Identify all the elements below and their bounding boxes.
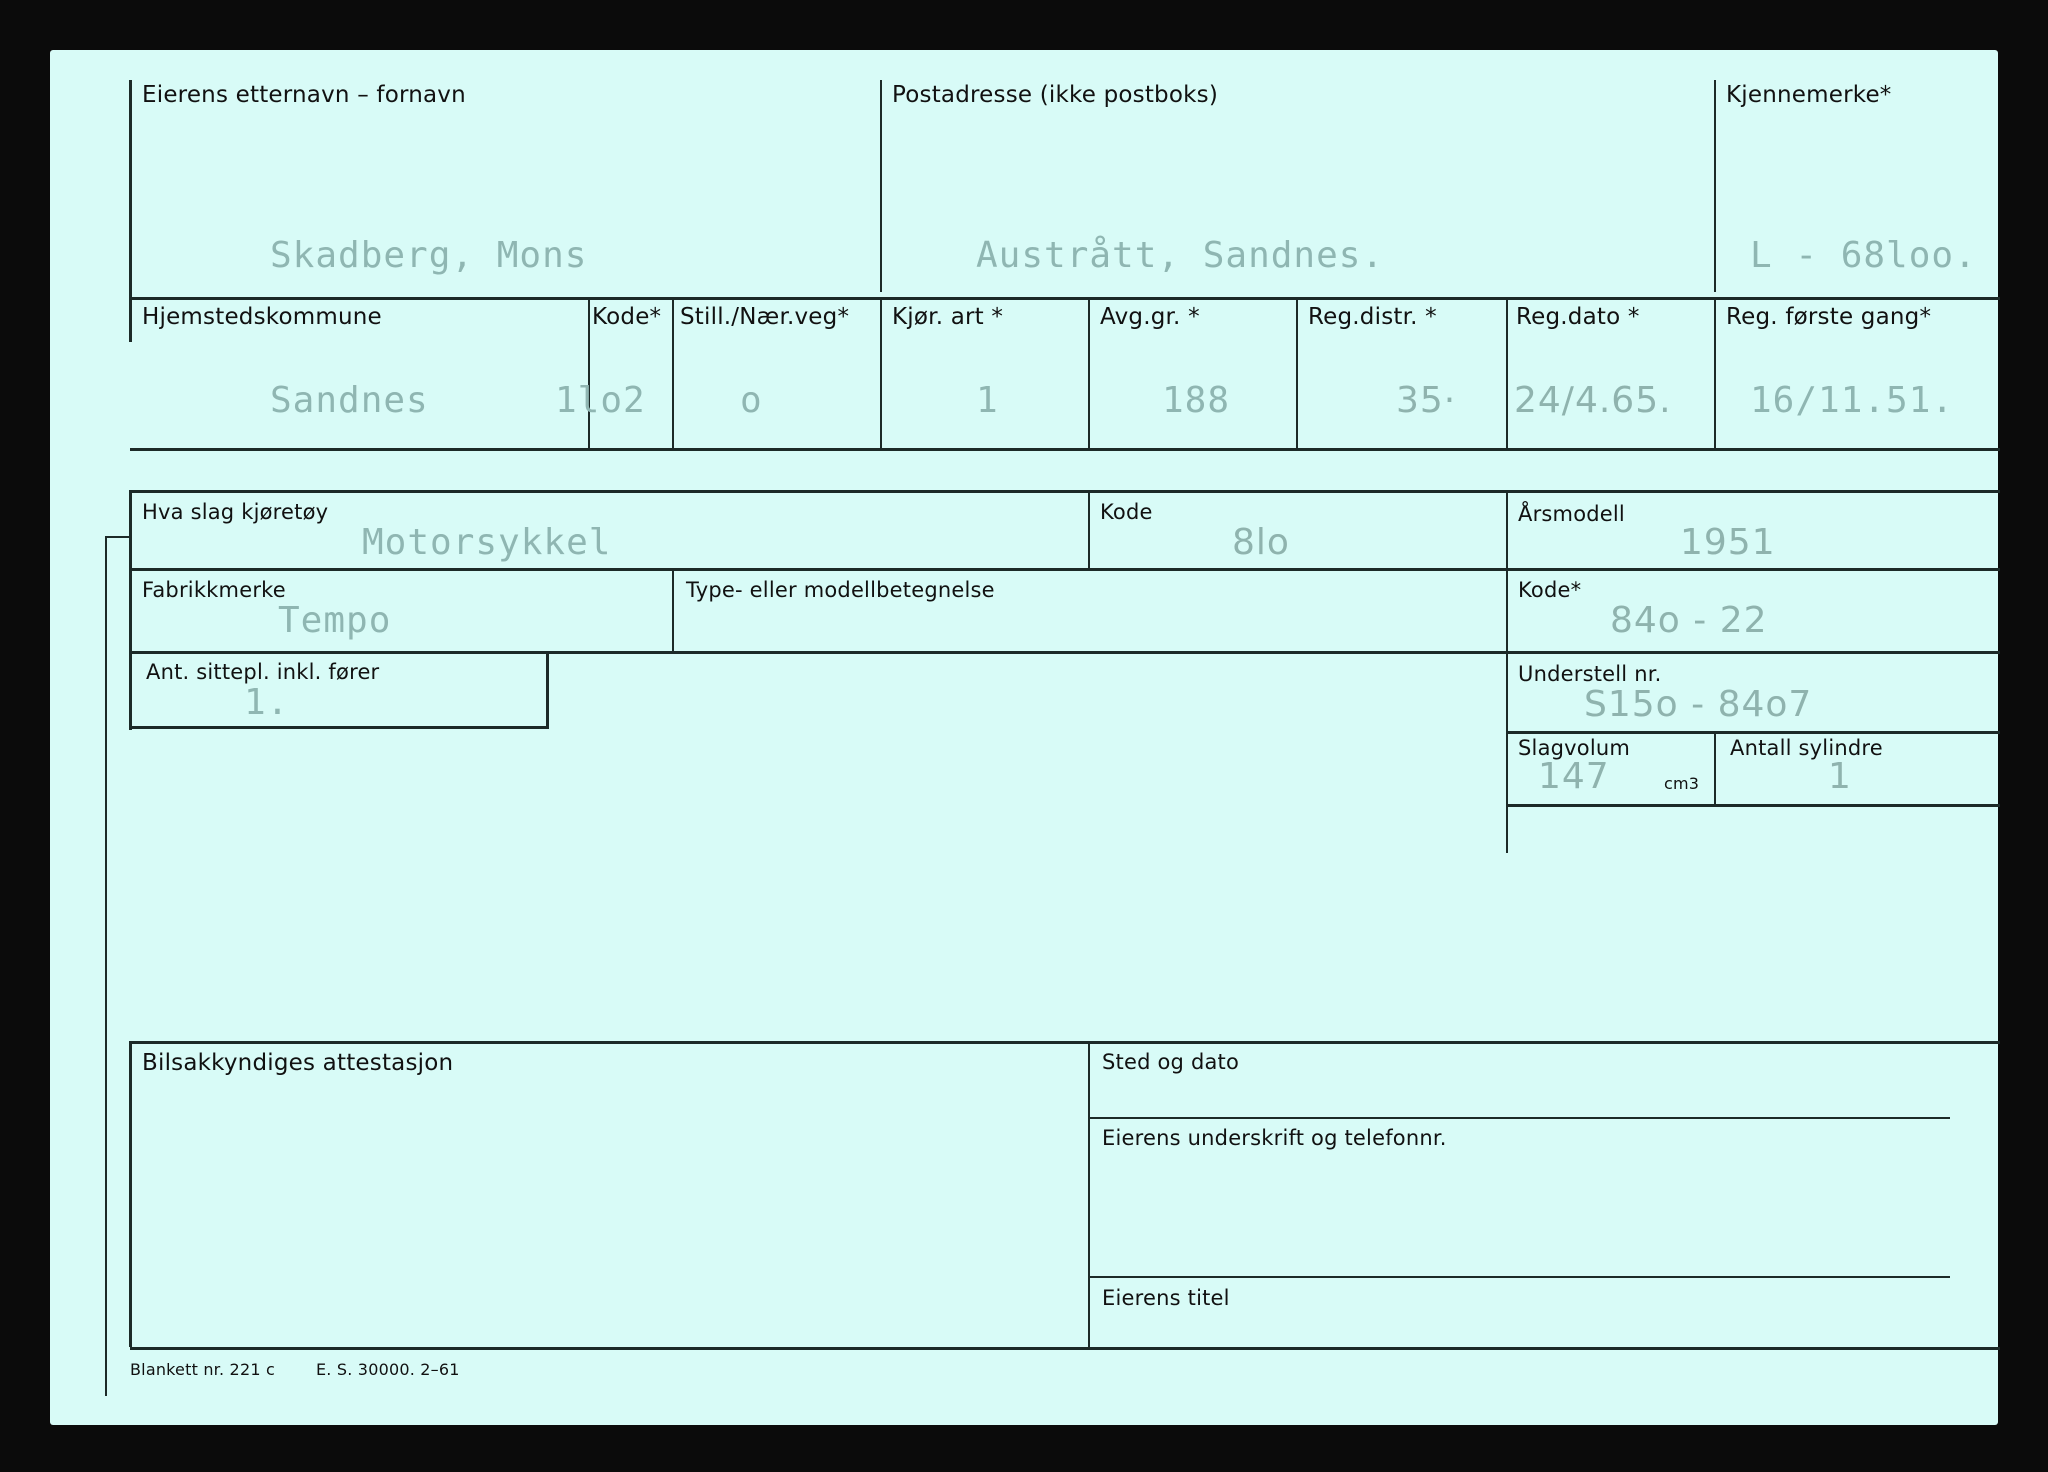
address-label: Postadresse (ikke postboks) — [892, 82, 1219, 108]
rule-vehicle-right-col — [1506, 493, 1508, 853]
rule-col-kjor — [880, 300, 882, 448]
vehicle-kind-label: Hva slag kjøretøy — [142, 500, 329, 524]
drive-type-label: Kjør. art * — [892, 304, 1004, 330]
code-label: Kode* — [592, 304, 662, 330]
owner-title-label: Eierens titel — [1102, 1286, 1230, 1310]
municipality-value: Sandnes — [270, 380, 429, 421]
municipality-label: Hjemstedskommune — [142, 304, 382, 330]
rule-cyl-col — [1714, 734, 1716, 804]
fee-group-value: 188 — [1162, 380, 1231, 421]
rule-chassis-bottom — [1506, 731, 2000, 734]
attestation-label: Bilsakkyndiges attestasjon — [142, 1050, 454, 1076]
rule-place-bottom — [1090, 1117, 1950, 1119]
first-reg-label: Reg. første gang* — [1726, 304, 1932, 330]
rule-vehicle-row2 — [130, 651, 2000, 654]
model-year-value: 1951 — [1680, 522, 1776, 563]
rule-vehicle-code-col — [1088, 493, 1090, 569]
rule-col-still — [672, 300, 674, 448]
road-label: Still./Nær.veg* — [680, 304, 850, 330]
rule-row2-bottom — [130, 448, 2000, 451]
signature-label: Eierens underskrift og telefonnr. — [1102, 1126, 1447, 1150]
vehicle-code-value: 8lo — [1232, 522, 1290, 563]
rule-col-forste — [1714, 300, 1716, 448]
make-code-label: Kode* — [1518, 578, 1582, 602]
vehicle-code-label: Kode — [1100, 500, 1153, 524]
rule-row1-bottom — [130, 297, 2000, 300]
road-value: o — [740, 380, 763, 421]
registration-card — [50, 50, 1998, 1425]
rule-vehicle-row1 — [130, 568, 2000, 571]
rule-attest-bottom — [130, 1347, 2000, 1350]
drive-type-value: 1 — [976, 380, 999, 421]
rule-top-right — [1714, 80, 1716, 292]
reg-district-label: Reg.distr. * — [1308, 304, 1437, 330]
rule-vehicle-top — [130, 490, 2000, 493]
plate-label: Kjennemerke* — [1726, 82, 1892, 108]
first-reg-value: 16/11.51. — [1750, 380, 1955, 421]
plate-value: L - 68loo. — [1750, 235, 1977, 276]
footer-print-info: E. S. 30000. 2–61 — [316, 1360, 460, 1379]
code-value: 1lo2 — [555, 380, 646, 421]
rule-signature-bottom — [1090, 1276, 1950, 1278]
reg-date-label: Reg.dato * — [1516, 304, 1640, 330]
seats-label: Ant. sittepl. inkl. fører — [146, 660, 380, 684]
rule-top-mid — [880, 80, 882, 292]
model-year-label: Årsmodell — [1518, 502, 1625, 526]
rule-col-regdistr — [1296, 300, 1298, 448]
displacement-value: 147 — [1538, 756, 1610, 797]
place-date-label: Sted og dato — [1102, 1050, 1240, 1074]
rule-box-bottom — [1506, 804, 2000, 807]
footer-form-number: Blankett nr. 221 c — [130, 1360, 275, 1379]
fee-group-label: Avg.gr. * — [1100, 304, 1200, 330]
displacement-label: Slagvolum — [1518, 736, 1631, 760]
vehicle-kind-value: Motorsykkel — [362, 522, 612, 563]
rule-top-left — [129, 80, 132, 342]
make-code-value: 84o - 22 — [1610, 600, 1768, 641]
chassis-label: Understell nr. — [1518, 662, 1662, 686]
rule-col-regdato — [1506, 300, 1508, 448]
rule-seats-right — [546, 654, 549, 726]
reg-district-value: 35· — [1396, 380, 1457, 421]
rule-margin-vertical — [105, 536, 107, 1396]
rule-col-kode — [588, 300, 590, 448]
rule-attest-mid — [1088, 1044, 1090, 1347]
make-label: Fabrikkmerke — [142, 578, 286, 602]
type-label: Type- eller modellbetegnelse — [686, 578, 995, 602]
cylinders-label: Antall sylindre — [1730, 736, 1883, 760]
rule-vehicle-left — [129, 490, 132, 730]
chassis-value: S15o - 84o7 — [1584, 684, 1813, 725]
owner-label: Eierens etternavn – fornavn — [142, 82, 466, 108]
rule-seats-bottom — [130, 726, 549, 729]
seats-value: 1. — [244, 682, 290, 723]
rule-margin-tick — [105, 536, 131, 538]
owner-value: Skadberg, Mons — [270, 235, 588, 276]
displacement-unit: cm3 — [1664, 774, 1700, 793]
rule-attest-left — [129, 1041, 132, 1347]
make-value: Tempo — [278, 600, 392, 641]
rule-make-col — [672, 571, 674, 651]
reg-date-value: 24/4.65. — [1514, 380, 1672, 421]
rule-col-avg — [1088, 300, 1090, 448]
cylinders-value: 1 — [1828, 756, 1852, 797]
address-value: Austrått, Sandnes. — [976, 235, 1385, 276]
rule-attest-top — [130, 1041, 2000, 1044]
